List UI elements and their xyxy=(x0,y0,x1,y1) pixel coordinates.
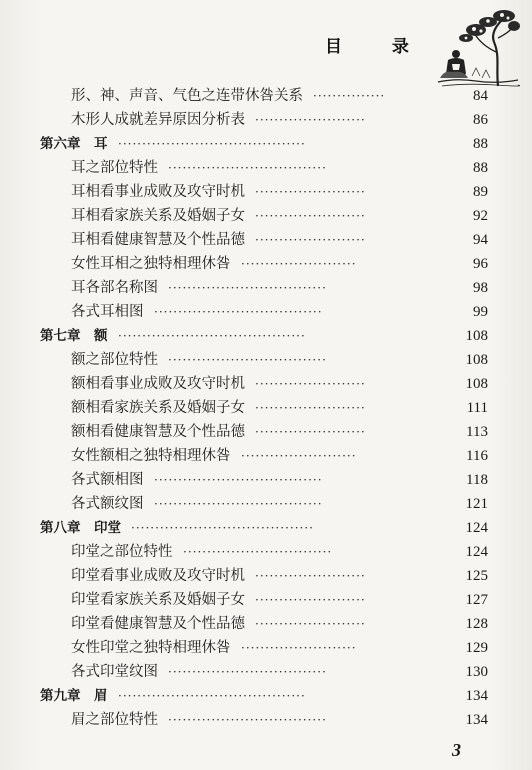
toc-entry-title: 木形人成就差异原因分析表 xyxy=(71,112,245,128)
toc-page-number: 108 xyxy=(465,328,488,344)
toc-leader-dots: ······················· xyxy=(255,113,366,127)
toc-entry-title: 各式印堂纹图 xyxy=(71,664,158,680)
toc-leader-dots: ······················· xyxy=(255,185,366,199)
toc-entry-title: 耳相看健康智慧及个性品德 xyxy=(71,232,245,248)
toc-entry xyxy=(71,420,488,444)
toc-leader-dots: ························ xyxy=(241,641,357,655)
toc-entry xyxy=(71,348,488,372)
toc-chapter xyxy=(40,684,488,708)
toc-leader-dots: ································· xyxy=(168,665,327,679)
page-number: 3 xyxy=(452,740,461,760)
toc-leader-dots: ································· xyxy=(168,353,327,367)
toc-entry xyxy=(71,372,488,396)
toc-page-number: 127 xyxy=(465,592,488,608)
toc-page-number: 129 xyxy=(465,640,488,656)
toc-entry xyxy=(71,204,488,228)
toc-page-number: 108 xyxy=(465,352,488,368)
toc-entry-title: 印堂看健康智慧及个性品德 xyxy=(71,616,245,632)
toc-leader-dots: ······································ xyxy=(131,521,314,535)
toc-entry-title: 额之部位特性 xyxy=(71,352,158,368)
toc-page-number: 125 xyxy=(465,568,488,584)
toc-entry xyxy=(71,300,488,324)
toc-leader-dots: ································· xyxy=(168,281,327,295)
toc-leader-dots: ······································· xyxy=(118,689,306,703)
toc-leader-dots: ························ xyxy=(241,257,357,271)
toc-page-number: 111 xyxy=(466,400,488,416)
toc-leader-dots: ······················· xyxy=(255,209,366,223)
toc-leader-dots: ··································· xyxy=(154,497,323,511)
toc-page-number: 124 xyxy=(465,544,488,560)
toc-page-number: 86 xyxy=(473,112,488,128)
toc-entry-title: 形、神、声音、气色之连带休咎关系 xyxy=(71,88,303,104)
toc-entry xyxy=(71,564,488,588)
page-title: 目 录 xyxy=(325,37,431,57)
toc-page-number: 128 xyxy=(465,616,488,632)
toc-entry xyxy=(71,708,488,732)
toc-leader-dots: ························ xyxy=(241,449,357,463)
toc-entry-title: 耳相看事业成败及攻守时机 xyxy=(71,184,245,200)
toc-leader-dots: ··································· xyxy=(154,305,323,319)
toc-entry xyxy=(71,180,488,204)
toc-leader-dots: ······················· xyxy=(255,233,366,247)
toc-leader-dots: ······················· xyxy=(255,617,366,631)
toc-leader-dots: ··································· xyxy=(154,473,323,487)
toc-chapter xyxy=(40,132,488,156)
toc-entry-title: 耳相看家族关系及婚姻子女 xyxy=(71,208,245,224)
toc-page-number: 96 xyxy=(473,256,488,272)
toc-entry-title: 女性额相之独特相理休咎 xyxy=(71,448,231,464)
toc-entry xyxy=(71,252,488,276)
toc-entry xyxy=(71,108,488,132)
toc-leader-dots: ······························· xyxy=(183,545,333,559)
toc-leader-dots: ······················· xyxy=(255,593,366,607)
toc-chapter xyxy=(40,324,488,348)
toc-entry-title: 印堂看家族关系及婚姻子女 xyxy=(71,592,245,608)
toc-entry xyxy=(71,540,488,564)
toc-page-number: 121 xyxy=(465,496,488,512)
toc-page-number: 124 xyxy=(465,520,488,536)
toc-entry-title: 女性印堂之独特相理休咎 xyxy=(71,640,231,656)
toc-entry-title: 印堂之部位特性 xyxy=(71,544,173,560)
toc-page-number: 98 xyxy=(473,280,488,296)
toc-leader-dots: ······················· xyxy=(255,377,366,391)
toc-entry xyxy=(71,636,488,660)
toc-page-number: 116 xyxy=(466,448,488,464)
toc-entry-title: 女性耳相之独特相理休咎 xyxy=(71,256,231,272)
toc-entry xyxy=(71,276,488,300)
toc-entry-title: 各式耳相图 xyxy=(71,304,144,320)
toc-entry xyxy=(71,84,488,108)
toc-chapter xyxy=(40,516,488,540)
toc-page-number: 113 xyxy=(466,424,488,440)
toc-page-number: 89 xyxy=(473,184,488,200)
toc-entry-title: 各式额纹图 xyxy=(71,496,144,512)
toc-entry xyxy=(71,156,488,180)
toc-entry-title: 各式额相图 xyxy=(71,472,144,488)
scholar-under-tree-illustration-icon xyxy=(436,8,520,90)
toc-entry-title: 额相看健康智慧及个性品德 xyxy=(71,424,245,440)
toc-entry-title: 印堂看事业成败及攻守时机 xyxy=(71,568,245,584)
toc-entry xyxy=(71,660,488,684)
toc-entry-title: 耳各部名称图 xyxy=(71,280,158,296)
toc-leader-dots: ······················· xyxy=(255,569,366,583)
toc-page-number: 108 xyxy=(465,376,488,392)
toc-page-number: 118 xyxy=(466,472,488,488)
toc-entry xyxy=(71,444,488,468)
toc-page-number: 134 xyxy=(465,688,488,704)
toc-page-number: 88 xyxy=(473,160,488,176)
toc-page-number: 134 xyxy=(465,712,488,728)
toc-leader-dots: ······················· xyxy=(255,425,366,439)
toc-page-number: 88 xyxy=(473,136,488,152)
toc-entry xyxy=(71,396,488,420)
toc-leader-dots: ································· xyxy=(168,713,327,727)
toc-leader-dots: ································· xyxy=(168,161,327,175)
toc-page-number: 84 xyxy=(473,88,488,104)
toc-entry-title: 额相看家族关系及婚姻子女 xyxy=(71,400,245,416)
toc-entry-title: 耳之部位特性 xyxy=(71,160,158,176)
toc-entry xyxy=(71,492,488,516)
toc-page-number: 99 xyxy=(473,304,488,320)
toc-leader-dots: ······································· xyxy=(118,329,306,343)
toc-entry xyxy=(71,468,488,492)
toc-entry xyxy=(71,588,488,612)
toc-entry xyxy=(71,228,488,252)
toc-entry xyxy=(71,612,488,636)
toc-entry-title: 第八章 印堂 xyxy=(40,520,121,536)
toc-entry-title: 第九章 眉 xyxy=(40,688,108,704)
toc-page-number: 94 xyxy=(473,232,488,248)
toc-entry-title: 额相看事业成败及攻守时机 xyxy=(71,376,245,392)
toc-entry-title: 第七章 额 xyxy=(40,328,108,344)
toc-leader-dots: ······································· xyxy=(118,137,306,151)
toc-entry-title: 眉之部位特性 xyxy=(71,712,158,728)
toc-leader-dots: ······················· xyxy=(255,401,366,415)
toc-page-number: 92 xyxy=(473,208,488,224)
toc-leader-dots: ··············· xyxy=(313,89,386,103)
toc-page-number: 130 xyxy=(465,664,488,680)
toc-entry-title: 第六章 耳 xyxy=(40,136,108,152)
